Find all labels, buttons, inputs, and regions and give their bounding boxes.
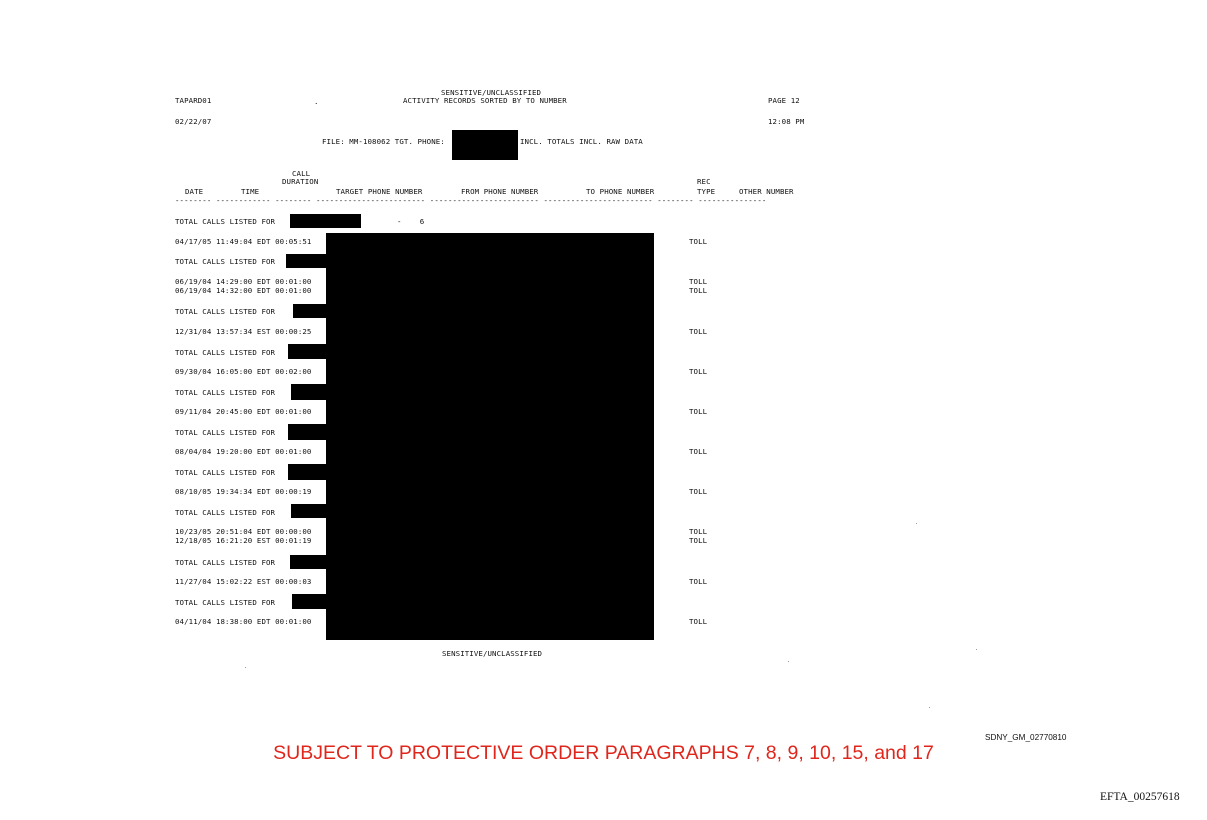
redaction-phone-columns [326, 233, 654, 640]
scan-speck [976, 649, 977, 650]
record-type: TOLL [689, 527, 708, 536]
redaction-target-phone [452, 130, 518, 160]
redaction-group-number [290, 555, 328, 569]
bates-number: SDNY_GM_02770810 [985, 733, 1067, 742]
header-separator: -------- ------------ -------- ------------------------ ------------------------ ------------------------ -------- --------------- [175, 196, 767, 205]
record-row: 10/23/05 20:51:04 EDT 00:00:00 [175, 527, 312, 536]
redaction-group-number [291, 384, 328, 400]
col-to-phone: TO PHONE NUMBER [586, 187, 655, 196]
classification-bottom: SENSITIVE/UNCLASSIFIED [442, 649, 543, 658]
col-call: CALL [292, 169, 311, 178]
report-date: 02/22/07 [175, 117, 212, 126]
scan-speck [916, 523, 917, 524]
efta-number: EFTA_00257618 [1100, 791, 1180, 803]
record-row: 06/19/04 14:32:00 EDT 00:01:00 [175, 286, 312, 295]
scan-speck [929, 707, 930, 708]
record-type: TOLL [689, 277, 708, 286]
col-other-number: OTHER NUMBER [739, 187, 794, 196]
redaction-group-number [288, 464, 328, 480]
record-row: 08/04/04 19:20:00 EDT 00:01:00 [175, 447, 312, 456]
record-type: TOLL [689, 327, 708, 336]
record-row: 12/31/04 13:57:34 EST 00:00:25 [175, 327, 312, 336]
total-calls-label: TOTAL CALLS LISTED FOR [175, 348, 276, 357]
record-type: TOLL [689, 487, 708, 496]
redaction-group-number [291, 504, 328, 518]
stray-mark: . [314, 97, 319, 106]
report-id: TAPARD01 [175, 96, 212, 105]
record-row: 11/27/04 15:02:22 EST 00:00:03 [175, 577, 312, 586]
total-calls-label: TOTAL CALLS LISTED FOR [175, 468, 276, 477]
classification-top: SENSITIVE/UNCLASSIFIED [441, 88, 542, 97]
protective-order-stamp: SUBJECT TO PROTECTIVE ORDER PARAGRAPHS 7, 8, 9, 10, 15, and 17 [273, 742, 934, 764]
total-calls-label: TOTAL CALLS LISTED FOR [175, 388, 276, 397]
col-rec-type: TYPE [697, 187, 716, 196]
record-row: 04/11/04 18:38:00 EDT 00:01:00 [175, 617, 312, 626]
total-calls-label: TOTAL CALLS LISTED FOR [175, 508, 276, 517]
record-row: 04/17/05 11:49:04 EDT 00:05:51 [175, 237, 312, 246]
total-calls-label: TOTAL CALLS LISTED FOR [175, 428, 276, 437]
record-row: 09/30/04 16:05:00 EDT 00:02:00 [175, 367, 312, 376]
record-type: TOLL [689, 536, 708, 545]
col-date: DATE [185, 187, 204, 196]
col-from-phone: FROM PHONE NUMBER [461, 187, 539, 196]
report-options: INCL. TOTALS INCL. RAW DATA [520, 137, 643, 146]
record-type: TOLL [689, 367, 708, 376]
redaction-group-number [286, 254, 328, 268]
record-row: 06/19/04 14:29:00 EDT 00:01:00 [175, 277, 312, 286]
record-type: TOLL [689, 617, 708, 626]
redaction-group-number [293, 304, 328, 318]
total-calls-count: - 6 [397, 217, 425, 226]
total-calls-label: TOTAL CALLS LISTED FOR [175, 257, 276, 266]
scan-speck [245, 667, 246, 668]
file-label: FILE: MM-108062 TGT. PHONE: [322, 137, 445, 146]
redaction-group-number [290, 214, 361, 228]
record-type: TOLL [689, 577, 708, 586]
redaction-group-number [292, 594, 328, 609]
scan-speck [788, 661, 789, 662]
total-calls-label: TOTAL CALLS LISTED FOR [175, 598, 276, 607]
page-number: PAGE 12 [768, 96, 800, 105]
total-calls-label: TOTAL CALLS LISTED FOR [175, 307, 276, 316]
redaction-group-number [288, 424, 328, 440]
record-type: TOLL [689, 407, 708, 416]
redaction-group-number [288, 344, 328, 359]
report-title: ACTIVITY RECORDS SORTED BY TO NUMBER [403, 96, 567, 105]
total-calls-label: TOTAL CALLS LISTED FOR [175, 558, 276, 567]
record-type: TOLL [689, 237, 708, 246]
record-type: TOLL [689, 286, 708, 295]
col-duration: DURATION [282, 177, 319, 186]
record-row: 08/10/05 19:34:34 EDT 00:00:19 [175, 487, 312, 496]
col-rec: REC [697, 177, 711, 186]
record-row: 09/11/04 20:45:00 EDT 00:01:00 [175, 407, 312, 416]
col-time: TIME [241, 187, 260, 196]
total-calls-label: TOTAL CALLS LISTED FOR [175, 217, 276, 226]
record-row: 12/18/05 16:21:20 EST 00:01:19 [175, 536, 312, 545]
record-type: TOLL [689, 447, 708, 456]
report-time: 12:08 PM [768, 117, 805, 126]
col-target-phone: TARGET PHONE NUMBER [336, 187, 423, 196]
